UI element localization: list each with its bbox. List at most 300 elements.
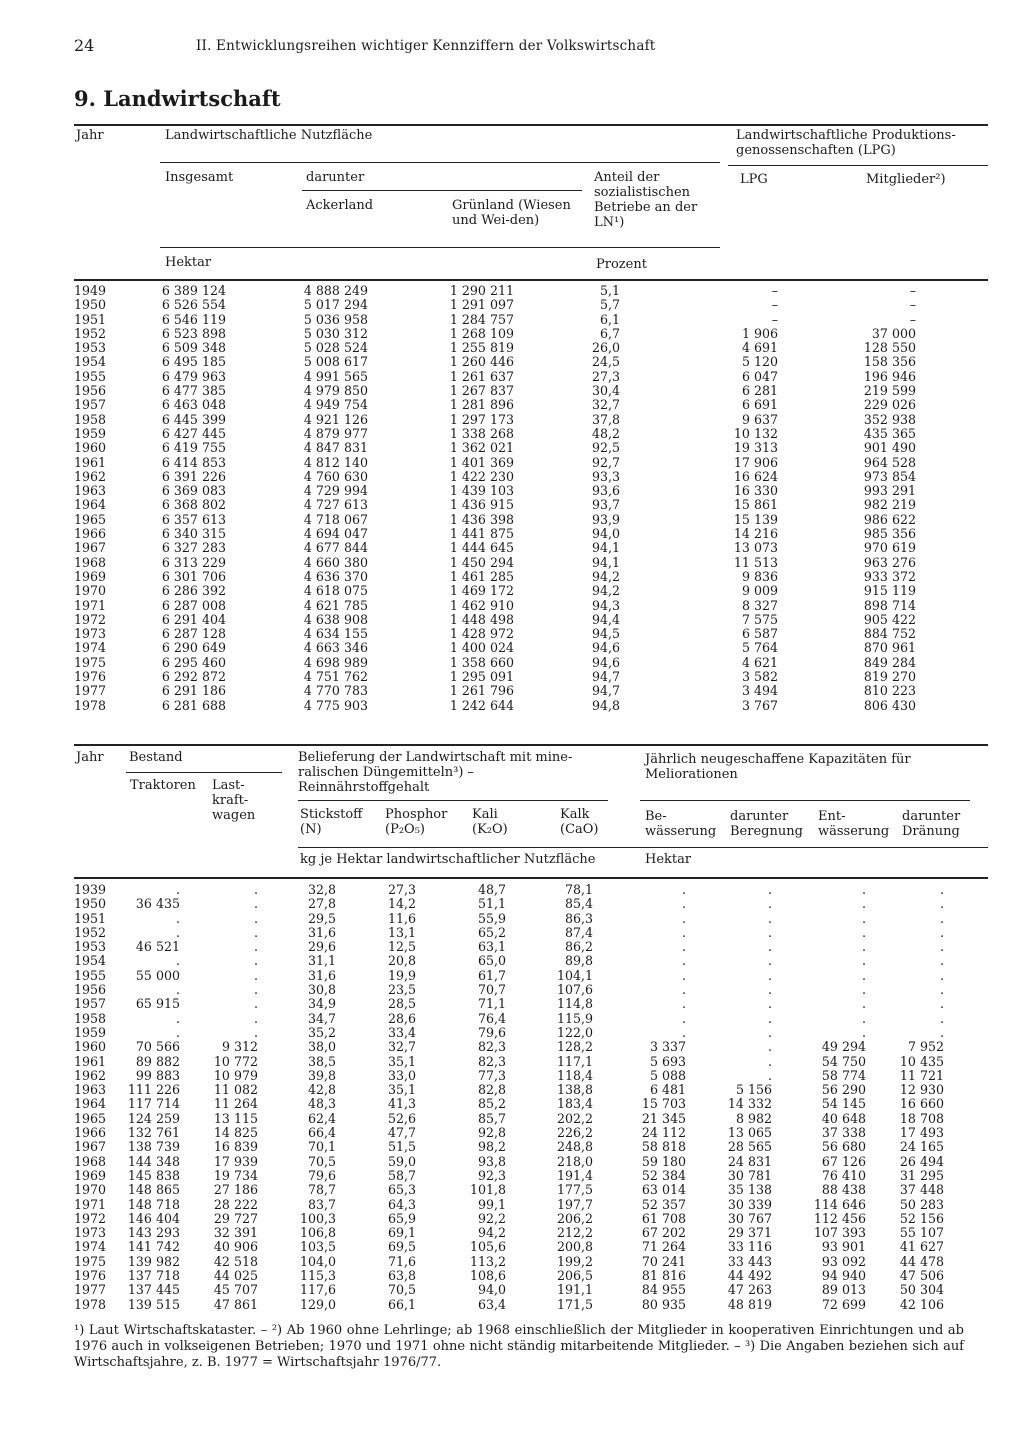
cell-lastkraftwagen: . — [253, 896, 258, 912]
cell-bewaesserung: 84 955 — [641, 1282, 686, 1298]
cell-mitglieder: 229 026 — [863, 397, 916, 413]
cell-draenung: . — [939, 996, 944, 1012]
cell-insgesamt: 6 313 229 — [161, 554, 226, 570]
cell-traktoren: 139 515 — [127, 1296, 180, 1312]
cell-jahr: 1973 — [74, 1225, 107, 1241]
cell-draenung: . — [939, 939, 944, 955]
table-row — [74, 570, 988, 584]
table-row — [74, 370, 988, 384]
cell-phosphor: 11,6 — [387, 910, 416, 926]
cell-traktoren: 36 435 — [135, 896, 180, 912]
cell-lpg: 9 836 — [741, 568, 778, 584]
t2-header-beregnung: darunter Beregnung — [730, 809, 803, 839]
cell-jahr: 1964 — [74, 1096, 107, 1112]
cell-jahr: 1953 — [74, 340, 107, 356]
cell-jahr: 1972 — [74, 1210, 107, 1226]
cell-lpg: 15 861 — [733, 497, 778, 513]
table1-body — [74, 284, 988, 713]
table-row — [74, 1269, 988, 1283]
cell-bewaesserung: 3 337 — [649, 1039, 686, 1055]
cell-kali: 55,9 — [477, 910, 506, 926]
cell-mitglieder: 915 119 — [863, 583, 916, 599]
cell-beregnung: 5 156 — [735, 1082, 772, 1098]
cell-lpg: 15 139 — [733, 511, 778, 527]
cell-entwaesserung: 49 294 — [821, 1039, 866, 1055]
cell-anteil: 26,0 — [591, 340, 620, 356]
cell-insgesamt: 6 427 445 — [161, 425, 226, 441]
cell-stickstoff: 32,8 — [307, 882, 336, 897]
cell-draenung: . — [939, 953, 944, 969]
cell-lpg: 10 132 — [733, 425, 778, 441]
cell-entwaesserung: . — [861, 982, 866, 998]
cell-ackerland: 4 751 762 — [303, 669, 368, 685]
t2-header-duenge: Belieferung der Landwirtschaft mit mine-ralischen Düngemitteln³) – Reinnährstoffgehalt — [298, 750, 573, 795]
cell-gruenland: 1 261 637 — [449, 368, 514, 384]
cell-jahr: 1963 — [74, 483, 107, 499]
cell-beregnung: . — [767, 1067, 772, 1083]
cell-lpg: 14 216 — [733, 526, 778, 542]
cell-jahr: 1975 — [74, 1253, 107, 1269]
cell-kali: 79,6 — [477, 1024, 506, 1040]
cell-beregnung: 30 339 — [727, 1196, 772, 1212]
cell-kalk: 183,4 — [556, 1096, 593, 1112]
footnote: ¹) Laut Wirtschaftskataster. – ²) Ab 1960 ohne Lehrlinge; ab 1968 einschließlich der Mitglieder in kooperativen Einrichtungen und ab 1976 auch in volkseigenen Betrieben; 1970 und 1971 ohne nicht ständig mitarbeitende Mitglieder. – ³) Die Angaben beziehen sich auf Wirtschaftsjahre, z. B. 1977 = Wirtschaftsjahr 1976/77. — [74, 1323, 964, 1370]
cell-kali: 92,3 — [477, 1167, 506, 1183]
cell-entwaesserung: 54 145 — [821, 1096, 866, 1112]
cell-stickstoff: 48,3 — [307, 1096, 336, 1112]
table-row — [74, 1126, 988, 1140]
cell-bewaesserung: 61 708 — [641, 1210, 686, 1226]
cell-beregnung: 8 982 — [735, 1110, 772, 1126]
cell-ackerland: 5 030 312 — [303, 325, 368, 341]
cell-lastkraftwagen: . — [253, 982, 258, 998]
cell-lpg: 6 047 — [741, 368, 778, 384]
cell-ackerland: 4 979 850 — [303, 383, 368, 399]
cell-gruenland: 1 400 024 — [449, 640, 514, 656]
cell-mitglieder: 806 430 — [863, 697, 916, 713]
cell-jahr: 1956 — [74, 383, 107, 399]
cell-bewaesserung: . — [681, 967, 686, 983]
cell-bewaesserung: 52 384 — [641, 1167, 686, 1183]
cell-mitglieder: 964 528 — [863, 454, 916, 470]
cell-mitglieder: 870 961 — [863, 640, 916, 656]
cell-lpg: 3 767 — [741, 697, 778, 713]
table-row — [74, 1298, 988, 1312]
cell-jahr: 1968 — [74, 554, 107, 570]
table-row — [74, 541, 988, 555]
cell-lastkraftwagen: 42 518 — [213, 1253, 258, 1269]
table-row — [74, 641, 988, 655]
cell-kali: 63,4 — [477, 1296, 506, 1312]
cell-phosphor: 69,5 — [387, 1239, 416, 1255]
cell-stickstoff: 66,4 — [307, 1125, 336, 1141]
cell-traktoren: 117 714 — [127, 1096, 180, 1112]
cell-insgesamt: 6 287 008 — [161, 597, 226, 613]
cell-insgesamt: 6 526 554 — [161, 297, 226, 313]
cell-lastkraftwagen: . — [253, 1010, 258, 1026]
t1-header-mitglieder: Mitglieder²) — [866, 172, 946, 187]
cell-ackerland: 4 729 994 — [303, 483, 368, 499]
cell-stickstoff: 70,1 — [307, 1139, 336, 1155]
cell-jahr: 1967 — [74, 1139, 107, 1155]
cell-kali: 71,1 — [477, 996, 506, 1012]
cell-draenung: . — [939, 1010, 944, 1026]
cell-anteil: 32,7 — [591, 397, 620, 413]
table-row — [74, 441, 988, 455]
cell-draenung: . — [939, 910, 944, 926]
cell-ackerland: 4 727 613 — [303, 497, 368, 513]
cell-traktoren: . — [175, 1024, 180, 1040]
cell-phosphor: 13,1 — [387, 924, 416, 940]
cell-kali: 93,8 — [477, 1153, 506, 1169]
cell-bewaesserung: 58 818 — [641, 1139, 686, 1155]
cell-entwaesserung: . — [861, 924, 866, 940]
table-row — [74, 1240, 988, 1254]
page-number: 24 — [74, 36, 95, 55]
cell-jahr: 1950 — [74, 297, 107, 313]
cell-anteil: 94,5 — [591, 626, 620, 642]
cell-entwaesserung: 76 410 — [821, 1167, 866, 1183]
cell-draenung: . — [939, 896, 944, 912]
cell-entwaesserung: 72 699 — [821, 1296, 866, 1312]
cell-anteil: 6,1 — [599, 311, 620, 327]
cell-anteil: 24,5 — [591, 354, 620, 370]
cell-kali: 99,1 — [477, 1196, 506, 1212]
cell-phosphor: 63,8 — [387, 1268, 416, 1284]
cell-kali: 85,7 — [477, 1110, 506, 1126]
cell-insgesamt: 6 357 613 — [161, 511, 226, 527]
cell-ackerland: 4 921 126 — [303, 411, 368, 427]
cell-gruenland: 1 448 498 — [449, 611, 514, 627]
t2-header-phosphor: Phosphor (P₂O₅) — [385, 807, 448, 837]
cell-kalk: 202,2 — [556, 1110, 593, 1126]
cell-beregnung: 30 767 — [727, 1210, 772, 1226]
cell-ackerland: 4 698 989 — [303, 654, 368, 670]
table-row — [74, 1069, 988, 1083]
cell-jahr: 1969 — [74, 568, 107, 584]
cell-anteil: 94,1 — [591, 554, 620, 570]
cell-phosphor: 28,6 — [387, 1010, 416, 1026]
cell-jahr: 1961 — [74, 454, 107, 470]
cell-jahr: 1955 — [74, 368, 107, 384]
cell-kalk: 118,4 — [556, 1067, 593, 1083]
cell-beregnung: . — [767, 910, 772, 926]
table1-lpg-subrule — [728, 165, 988, 166]
cell-bewaesserung: . — [681, 996, 686, 1012]
cell-bewaesserung: 81 816 — [641, 1268, 686, 1284]
cell-ackerland: 4 718 067 — [303, 511, 368, 527]
cell-phosphor: 19,9 — [387, 967, 416, 983]
cell-traktoren: . — [175, 910, 180, 926]
cell-kalk: 200,8 — [556, 1239, 593, 1255]
cell-lpg: 9 009 — [741, 583, 778, 599]
table2-bottom-rule — [74, 877, 988, 879]
cell-insgesamt: 6 369 083 — [161, 483, 226, 499]
cell-lpg: 1 906 — [741, 325, 778, 341]
cell-lpg: 3 494 — [741, 683, 778, 699]
cell-stickstoff: 34,9 — [307, 996, 336, 1012]
cell-bewaesserung: 59 180 — [641, 1153, 686, 1169]
cell-stickstoff: 62,4 — [307, 1110, 336, 1126]
cell-lastkraftwagen: 16 839 — [213, 1139, 258, 1155]
table-row — [74, 1140, 988, 1154]
cell-draenung: 42 106 — [899, 1296, 944, 1312]
cell-ackerland: 5 008 617 — [303, 354, 368, 370]
cell-kali: 101,8 — [469, 1182, 506, 1198]
t1-header-unit-hektar: Hektar — [165, 255, 212, 270]
cell-lpg: 3 582 — [741, 669, 778, 685]
cell-traktoren: 124 259 — [127, 1110, 180, 1126]
table-row — [74, 1155, 988, 1169]
cell-insgesamt: 6 291 186 — [161, 683, 226, 699]
table-row — [74, 1112, 988, 1126]
cell-kali: 65,2 — [477, 924, 506, 940]
cell-jahr: 1958 — [74, 411, 107, 427]
cell-entwaesserung: 40 648 — [821, 1110, 866, 1126]
cell-anteil: 27,3 — [591, 368, 620, 384]
cell-gruenland: 1 436 915 — [449, 497, 514, 513]
cell-traktoren: 65 915 — [135, 996, 180, 1012]
cell-lastkraftwagen: . — [253, 924, 258, 940]
cell-beregnung: 35 138 — [727, 1182, 772, 1198]
table1-bottom-rule — [74, 279, 988, 281]
cell-jahr: 1953 — [74, 939, 107, 955]
cell-mitglieder: 128 550 — [863, 340, 916, 356]
cell-lastkraftwagen: 32 391 — [213, 1225, 258, 1241]
cell-gruenland: 1 469 172 — [449, 583, 514, 599]
cell-draenung: . — [939, 882, 944, 897]
cell-anteil: 93,6 — [591, 483, 620, 499]
cell-ackerland: 5 017 294 — [303, 297, 368, 313]
cell-insgesamt: 6 281 688 — [161, 697, 226, 713]
cell-kalk: 87,4 — [564, 924, 593, 940]
cell-entwaesserung: . — [861, 1010, 866, 1026]
cell-jahr: 1956 — [74, 982, 107, 998]
cell-ackerland: 4 677 844 — [303, 540, 368, 556]
cell-insgesamt: 6 301 706 — [161, 568, 226, 584]
table-row — [74, 599, 988, 613]
cell-insgesamt: 6 389 124 — [161, 283, 226, 298]
cell-kali: 98,2 — [477, 1139, 506, 1155]
cell-traktoren: 145 838 — [127, 1167, 180, 1183]
cell-mitglieder: 985 356 — [863, 526, 916, 542]
table-row — [74, 313, 988, 327]
cell-ackerland: 4 812 140 — [303, 454, 368, 470]
t2-header-melio: Jährlich neugeschaffene Kapazitäten für Meliorationen — [645, 752, 911, 782]
cell-draenung: 50 304 — [899, 1282, 944, 1298]
cell-ackerland: 4 770 783 — [303, 683, 368, 699]
cell-stickstoff: 38,5 — [307, 1053, 336, 1069]
cell-lpg: 6 281 — [741, 383, 778, 399]
cell-phosphor: 69,1 — [387, 1225, 416, 1241]
t2-header-bewaesserung: Be-wässerung — [645, 809, 717, 839]
cell-kalk: 128,2 — [556, 1039, 593, 1055]
cell-beregnung: 30 781 — [727, 1167, 772, 1183]
cell-anteil: 94,3 — [591, 597, 620, 613]
cell-jahr: 1967 — [74, 540, 107, 556]
cell-lpg: 13 073 — [733, 540, 778, 556]
t1-header-anteil: Anteil der sozialistischen Betriebe an der LN¹) — [594, 170, 698, 230]
table-row — [74, 398, 988, 412]
cell-stickstoff: 106,8 — [299, 1225, 336, 1241]
cell-bewaesserung: 15 703 — [641, 1096, 686, 1112]
cell-draenung: 12 930 — [899, 1082, 944, 1098]
cell-mitglieder: 933 372 — [863, 568, 916, 584]
cell-beregnung: 13 065 — [727, 1125, 772, 1141]
cell-mitglieder: 37 000 — [871, 325, 916, 341]
table-row — [74, 983, 988, 997]
cell-kalk: 89,8 — [564, 953, 593, 969]
cell-bewaesserung: . — [681, 982, 686, 998]
cell-jahr: 1962 — [74, 1067, 107, 1083]
cell-lastkraftwagen: . — [253, 910, 258, 926]
cell-insgesamt: 6 419 755 — [161, 440, 226, 456]
table-row — [74, 298, 988, 312]
cell-jahr: 1960 — [74, 440, 107, 456]
t1-header-gruenland: Grünland (Wiesen und Wei-den) — [452, 198, 571, 228]
cell-bewaesserung: 67 202 — [641, 1225, 686, 1241]
cell-anteil: 94,6 — [591, 654, 620, 670]
cell-gruenland: 1 461 285 — [449, 568, 514, 584]
cell-kali: 108,6 — [469, 1268, 506, 1284]
cell-entwaesserung: 107 393 — [813, 1225, 866, 1241]
cell-lpg: 4 691 — [741, 340, 778, 356]
cell-mitglieder: 352 938 — [863, 411, 916, 427]
t1-header-ackerland: Ackerland — [306, 198, 374, 213]
cell-lastkraftwagen: . — [253, 967, 258, 983]
table-row — [74, 897, 988, 911]
cell-entwaesserung: 56 290 — [821, 1082, 866, 1098]
cell-kali: 92,8 — [477, 1125, 506, 1141]
cell-traktoren: . — [175, 953, 180, 969]
cell-draenung: 55 107 — [899, 1225, 944, 1241]
cell-phosphor: 28,5 — [387, 996, 416, 1012]
cell-bewaesserung: . — [681, 910, 686, 926]
cell-traktoren: 148 865 — [127, 1182, 180, 1198]
cell-kalk: 197,7 — [556, 1196, 593, 1212]
cell-stickstoff: 129,0 — [299, 1296, 336, 1312]
cell-phosphor: 66,1 — [387, 1296, 416, 1312]
cell-entwaesserung: . — [861, 896, 866, 912]
cell-kalk: 206,2 — [556, 1210, 593, 1226]
cell-lastkraftwagen: 29 727 — [213, 1210, 258, 1226]
table2-duenge-subrule — [298, 800, 608, 801]
cell-kali: 76,4 — [477, 1010, 506, 1026]
cell-mitglieder: 970 619 — [863, 540, 916, 556]
table-row — [74, 940, 988, 954]
cell-traktoren: 46 521 — [135, 939, 180, 955]
table-row — [74, 1169, 988, 1183]
cell-gruenland: 1 290 211 — [449, 283, 514, 298]
cell-insgesamt: 6 290 649 — [161, 640, 226, 656]
cell-gruenland: 1 358 660 — [449, 654, 514, 670]
cell-gruenland: 1 436 398 — [449, 511, 514, 527]
cell-jahr: 1959 — [74, 425, 107, 441]
cell-kalk: 122,0 — [556, 1024, 593, 1040]
cell-kali: 92,2 — [477, 1210, 506, 1226]
cell-jahr: 1958 — [74, 1010, 107, 1026]
table-row — [74, 613, 988, 627]
cell-lastkraftwagen: 10 772 — [213, 1053, 258, 1069]
cell-draenung: 44 478 — [899, 1253, 944, 1269]
cell-phosphor: 47,7 — [387, 1125, 416, 1141]
t1-header-unit-prozent: Prozent — [596, 257, 647, 272]
table-row — [74, 513, 988, 527]
cell-beregnung: . — [767, 896, 772, 912]
cell-traktoren: 144 348 — [127, 1153, 180, 1169]
cell-anteil: 94,7 — [591, 683, 620, 699]
cell-kalk: 138,8 — [556, 1082, 593, 1098]
cell-lastkraftwagen: 14 825 — [213, 1125, 258, 1141]
cell-kalk: 177,5 — [556, 1182, 593, 1198]
cell-draenung: 31 295 — [899, 1167, 944, 1183]
cell-kali: 94,2 — [477, 1225, 506, 1241]
cell-bewaesserung: 63 014 — [641, 1182, 686, 1198]
cell-bewaesserung: . — [681, 953, 686, 969]
cell-jahr: 1954 — [74, 953, 107, 969]
table2-bestand-subrule — [126, 772, 282, 773]
cell-jahr: 1949 — [74, 283, 107, 298]
cell-gruenland: 1 422 230 — [449, 468, 514, 484]
cell-anteil: 37,8 — [591, 411, 620, 427]
cell-jahr: 1959 — [74, 1024, 107, 1040]
cell-kalk: 107,6 — [556, 982, 593, 998]
table1-darunter-subrule — [302, 190, 582, 191]
cell-traktoren: 137 445 — [127, 1282, 180, 1298]
cell-ackerland: 4 694 047 — [303, 526, 368, 542]
table-row — [74, 456, 988, 470]
t2-header-kalk: Kalk (CaO) — [560, 807, 599, 837]
cell-beregnung: . — [767, 982, 772, 998]
cell-mitglieder: 884 752 — [863, 626, 916, 642]
cell-draenung: 11 721 — [899, 1067, 944, 1083]
cell-anteil: 94,8 — [591, 697, 620, 713]
table-row — [74, 384, 988, 398]
cell-stickstoff: 70,5 — [307, 1153, 336, 1169]
table-row — [74, 1097, 988, 1111]
table-row — [74, 954, 988, 968]
cell-stickstoff: 31,6 — [307, 924, 336, 940]
cell-kali: 82,3 — [477, 1053, 506, 1069]
table2-body — [74, 883, 988, 1312]
cell-entwaesserung: 67 126 — [821, 1153, 866, 1169]
cell-draenung: 50 283 — [899, 1196, 944, 1212]
cell-insgesamt: 6 509 348 — [161, 340, 226, 356]
cell-anteil: 92,7 — [591, 454, 620, 470]
cell-kali: 70,7 — [477, 982, 506, 998]
cell-traktoren: 70 566 — [135, 1039, 180, 1055]
cell-gruenland: 1 242 644 — [449, 697, 514, 713]
cell-entwaesserung: . — [861, 939, 866, 955]
cell-anteil: 93,9 — [591, 511, 620, 527]
cell-anteil: 6,7 — [599, 325, 620, 341]
cell-jahr: 1975 — [74, 654, 107, 670]
cell-gruenland: 1 255 819 — [449, 340, 514, 356]
cell-beregnung: . — [767, 1024, 772, 1040]
cell-insgesamt: 6 287 128 — [161, 626, 226, 642]
cell-ackerland: 4 760 630 — [303, 468, 368, 484]
cell-lastkraftwagen: 10 979 — [213, 1067, 258, 1083]
cell-traktoren: 146 404 — [127, 1210, 180, 1226]
cell-insgesamt: 6 463 048 — [161, 397, 226, 413]
cell-lastkraftwagen: 45 707 — [213, 1282, 258, 1298]
cell-mitglieder: 819 270 — [863, 669, 916, 685]
table-row — [74, 997, 988, 1011]
cell-draenung: 18 708 — [899, 1110, 944, 1126]
t1-header-ln: Landwirtschaftliche Nutzfläche — [165, 128, 373, 143]
t1-header-insgesamt: Insgesamt — [165, 170, 234, 185]
cell-insgesamt: 6 327 283 — [161, 540, 226, 556]
